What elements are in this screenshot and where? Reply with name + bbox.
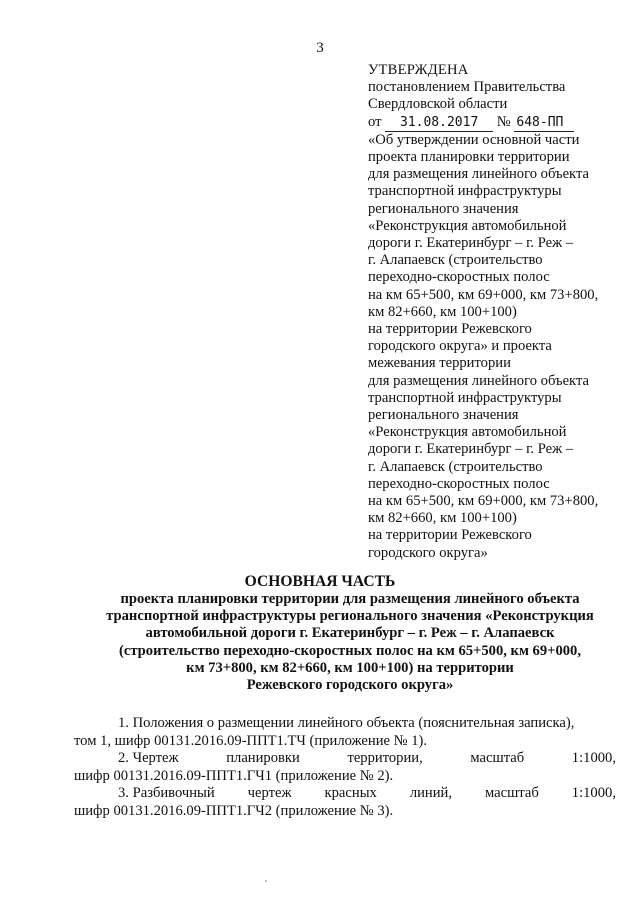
number-prefix: №	[496, 113, 511, 130]
approval-title-line: на территории Режевского	[368, 321, 532, 338]
list-item-word: масштаб	[470, 750, 525, 767]
approval-date-line	[368, 114, 618, 132]
list-item-word: 2. Чертеж	[118, 750, 179, 767]
approval-title-line: проекта планировки территории	[368, 149, 570, 166]
list-item-second-line: шифр 00131.2016.09-ППТ1.ГЧ1 (приложение № 2).	[74, 767, 394, 784]
list-item-first-line	[74, 785, 616, 803]
list-item-word: территории,	[347, 750, 423, 767]
approval-title-line: км 82+660, км 100+100)	[368, 510, 517, 527]
approval-title-line: «Об утверждении основной части	[368, 131, 580, 148]
approval-title-line: «Реконструкция автомобильной	[368, 424, 567, 441]
approval-number: 648-ПП	[514, 114, 574, 132]
approval-title-line: транспортной инфраструктуры	[368, 183, 562, 200]
approval-title-line: городского округа»	[368, 544, 488, 561]
subtitle-line: автомобильной дороги г. Екатеринбург – г. Реж – г. Алапаевск	[145, 625, 555, 642]
list-item-word: чертеж	[247, 785, 292, 802]
approval-title-lines	[368, 132, 618, 562]
list-item-first-line	[74, 750, 616, 768]
subtitle-line: (строительство переходно-скоростных полос на км 65+500, км 69+000,	[119, 642, 581, 659]
approval-title-line: регионального значения	[368, 200, 519, 217]
approval-heading: УТВЕРЖДЕНА	[368, 62, 469, 78]
subtitle-line: проекта планировки территории для размещения линейного объекта	[120, 591, 580, 607]
approval-title-line: регионального значения	[368, 407, 519, 424]
approval-title-line: на км 65+500, км 69+000, км 73+800,	[368, 493, 599, 510]
approval-title-line: на территории Режевского	[368, 527, 532, 544]
approval-title-line: транспортной инфраструктуры	[368, 389, 562, 406]
list-item-first-line: 1. Положения о размещении линейного объекта (пояснительная записка),	[118, 715, 575, 731]
approval-date: 31.08.2017	[385, 114, 493, 132]
approval-title-line: для размещения линейного объекта	[368, 166, 589, 183]
approval-title-line: км 82+660, км 100+100)	[368, 303, 517, 320]
list-item-word: 1:1000,	[571, 750, 616, 767]
list-item-word: планировки	[226, 750, 300, 767]
list-item-second-line: шифр 00131.2016.09-ППТ1.ГЧ2 (приложение № 3).	[74, 802, 394, 819]
list-item-word: красных	[324, 785, 377, 802]
approval-line: Свердловской области	[368, 96, 508, 113]
approval-title-line: городского округа» и проекта	[368, 338, 552, 355]
approval-line: постановлением Правительства	[368, 79, 566, 96]
appendix-list	[74, 715, 616, 821]
approval-title-line: переходно-скоростных полос	[368, 269, 550, 286]
list-item	[74, 715, 616, 750]
approval-title-line: дороги г. Екатеринбург – г. Реж –	[368, 235, 574, 252]
list-item-word: 3. Разбивочный	[118, 785, 215, 802]
subtitle-line: км 73+800, км 82+660, км 100+100) на территории	[186, 659, 514, 676]
document-subtitle	[85, 591, 615, 694]
approval-block	[368, 62, 618, 562]
approval-title-line: для размещения линейного объекта	[368, 372, 589, 389]
date-prefix: от	[368, 113, 382, 130]
approval-title-line: дороги г. Екатеринбург – г. Реж –	[368, 441, 574, 458]
list-item-second-line: том 1, шифр 00131.2016.09-ППТ1.ТЧ (приложение № 1).	[74, 732, 428, 749]
approval-title-line: переходно-скоростных полос	[368, 475, 550, 492]
page-number: 3	[316, 40, 324, 56]
main-title: ОСНОВНАЯ ЧАСТЬ	[244, 573, 396, 590]
approval-title-line: г. Алапаевск (строительство	[368, 458, 543, 475]
scan-speck	[265, 880, 267, 882]
approval-title-line: межевания территории	[368, 355, 511, 372]
subtitle-line: Режевского городского округа»	[246, 677, 454, 694]
approval-title-line: «Реконструкция автомобильной	[368, 217, 567, 234]
list-item	[74, 750, 616, 785]
list-item-word: линий,	[409, 785, 452, 802]
list-item-word: масштаб	[484, 785, 539, 802]
list-item-word: 1:1000,	[571, 785, 616, 802]
approval-title-line: г. Алапаевск (строительство	[368, 252, 543, 269]
list-item	[74, 785, 616, 820]
subtitle-line: транспортной инфраструктуры регионального значения «Реконструкция	[106, 608, 594, 625]
approval-title-line: на км 65+500, км 69+000, км 73+800,	[368, 286, 599, 303]
